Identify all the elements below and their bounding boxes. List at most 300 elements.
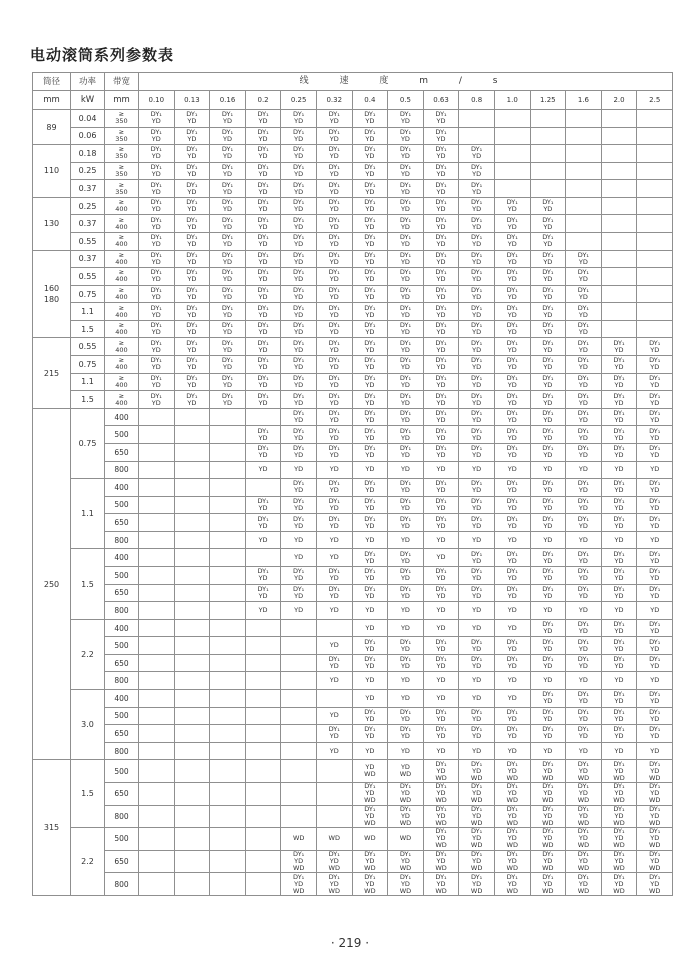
type-cell: DY₁ YD [245, 145, 281, 163]
type-cell: DY₁ YD WD [459, 828, 495, 851]
type-cell: DY₁ YD [459, 373, 495, 391]
width-cell: 400 [105, 408, 139, 426]
diameter-cell: 110 [33, 145, 71, 198]
type-cell: DY₁ YD [388, 356, 424, 374]
empty-cell [174, 725, 210, 743]
type-cell: DY₁ YD [423, 356, 459, 374]
empty-cell [601, 320, 637, 338]
empty-cell [601, 127, 637, 145]
empty-cell [566, 127, 602, 145]
type-cell: YD [423, 531, 459, 549]
power-cell: 1.1 [71, 303, 105, 321]
table-row [33, 496, 673, 514]
page-number: · 219 · [330, 936, 370, 950]
type-cell: DY₁ YD [494, 215, 530, 233]
type-cell: DY₁ YD WD [459, 850, 495, 873]
empty-cell [245, 672, 281, 690]
type-cell: DY₁ YD WD [423, 850, 459, 873]
type-cell: DY₁ YD [281, 127, 317, 145]
type-cell: DY₁ YD [530, 654, 566, 672]
table-row [33, 584, 673, 602]
type-cell: DY₁ YD [494, 443, 530, 461]
type-cell: DY₁ YD [316, 250, 352, 268]
power-cell: 1.5 [71, 391, 105, 409]
type-cell: DY₁ YD [281, 250, 317, 268]
type-cell: DY₁ YD [637, 479, 673, 497]
type-cell: DY₁ YD WD [459, 782, 495, 805]
type-cell: DY₁ YD [530, 250, 566, 268]
empty-cell [566, 215, 602, 233]
type-cell: DY₁ YD [566, 549, 602, 567]
type-cell: DY₁ YD WD [601, 828, 637, 851]
type-cell: DY₁ YD [210, 109, 246, 127]
header-power-unit: kW [71, 91, 105, 109]
type-cell: YD [601, 531, 637, 549]
type-cell: DY₁ YD [601, 408, 637, 426]
type-cell: DY₁ YD [174, 233, 210, 251]
type-cell: DY₁ YD [494, 391, 530, 409]
type-cell: DY₁ YD [316, 215, 352, 233]
type-cell: DY₁ YD WD [494, 760, 530, 783]
type-cell: DY₁ YD [637, 567, 673, 585]
type-cell: DY₁ YD [423, 514, 459, 532]
type-cell: DY₁ YD [459, 549, 495, 567]
table-row [33, 567, 673, 585]
type-cell: DY₁ YD [530, 479, 566, 497]
type-cell: DY₁ YD [423, 654, 459, 672]
empty-cell [139, 782, 175, 805]
type-cell: YD [245, 531, 281, 549]
type-cell: DY₁ YD WD [352, 805, 388, 828]
width-cell: 500 [105, 760, 139, 783]
width-cell: ≥ 400 [105, 338, 139, 356]
parameter-table [32, 72, 673, 896]
type-cell: DY₁ YD WD [601, 805, 637, 828]
empty-cell [210, 496, 246, 514]
empty-cell [174, 637, 210, 655]
type-cell: DY₁ YD [139, 268, 175, 286]
type-cell: DY₁ YD [352, 496, 388, 514]
empty-cell [139, 461, 175, 479]
type-cell: DY₁ YD [352, 127, 388, 145]
empty-cell [174, 584, 210, 602]
type-cell: DY₁ YD [459, 197, 495, 215]
type-cell: YD [352, 690, 388, 708]
empty-cell [637, 180, 673, 198]
type-cell: DY₁ YD [423, 479, 459, 497]
type-cell: DY₁ YD WD [530, 828, 566, 851]
table-row [33, 268, 673, 286]
table-row [33, 197, 673, 215]
type-cell: DY₁ YD [423, 725, 459, 743]
type-cell: DY₁ YD [245, 127, 281, 145]
type-cell: DY₁ YD [281, 391, 317, 409]
type-cell: DY₁ YD [601, 514, 637, 532]
type-cell: DY₁ YD WD [530, 782, 566, 805]
type-cell: DY₁ YD [459, 268, 495, 286]
type-cell: DY₁ YD [388, 707, 424, 725]
type-cell: DY₁ YD [601, 443, 637, 461]
power-cell: 0.37 [71, 250, 105, 268]
type-cell: DY₁ YD WD [423, 760, 459, 783]
type-cell: DY₁ YD [174, 285, 210, 303]
empty-cell [316, 805, 352, 828]
width-cell: 800 [105, 531, 139, 549]
type-cell: DY₁ YD [245, 109, 281, 127]
empty-cell [530, 127, 566, 145]
type-cell: DY₁ YD [459, 567, 495, 585]
empty-cell [174, 602, 210, 620]
type-cell: DY₁ YD [210, 250, 246, 268]
type-cell: DY₁ YD [601, 725, 637, 743]
empty-cell [174, 426, 210, 444]
empty-cell [566, 233, 602, 251]
empty-cell [601, 268, 637, 286]
type-cell: DY₁ YD WD [316, 850, 352, 873]
width-cell: 400 [105, 549, 139, 567]
empty-cell [139, 567, 175, 585]
type-cell: DY₁ YD WD [530, 850, 566, 873]
type-cell: DY₁ YD [388, 549, 424, 567]
type-cell: YD [423, 742, 459, 760]
type-cell: YD [316, 461, 352, 479]
type-cell: DY₁ YD [494, 426, 530, 444]
type-cell: DY₁ YD [388, 479, 424, 497]
table-row [33, 602, 673, 620]
type-cell: DY₁ YD [352, 320, 388, 338]
empty-cell [210, 725, 246, 743]
empty-cell [174, 531, 210, 549]
type-cell: DY₁ YD [601, 619, 637, 637]
type-cell: YD [423, 549, 459, 567]
empty-cell [281, 805, 317, 828]
type-cell: DY₁ YD [352, 426, 388, 444]
diameter-cell: 215 [33, 338, 71, 408]
empty-cell [530, 145, 566, 163]
empty-cell [210, 549, 246, 567]
type-cell: DY₁ YD [494, 496, 530, 514]
type-cell: DY₁ YD [601, 479, 637, 497]
type-cell: DY₁ YD [637, 391, 673, 409]
type-cell: YD [316, 637, 352, 655]
type-cell: DY₁ YD [601, 496, 637, 514]
table-row [33, 690, 673, 708]
type-cell: DY₁ YD [459, 479, 495, 497]
empty-cell [174, 549, 210, 567]
type-cell: DY₁ YD [210, 215, 246, 233]
empty-cell [210, 805, 246, 828]
type-cell: DY₁ YD [601, 584, 637, 602]
type-cell: YD [423, 690, 459, 708]
table-row [33, 391, 673, 409]
type-cell: YD [388, 531, 424, 549]
type-cell: DY₁ YD [352, 584, 388, 602]
page-title: 电动滚筒系列参数表 [30, 46, 175, 64]
empty-cell [210, 637, 246, 655]
type-cell: DY₁ YD [352, 707, 388, 725]
type-cell: DY₁ YD [530, 303, 566, 321]
type-cell: YD [352, 602, 388, 620]
header-speed-value: 0.16 [210, 91, 246, 109]
type-cell: DY₁ YD [423, 250, 459, 268]
type-cell: DY₁ YD [423, 443, 459, 461]
type-cell: DY₁ YD WD [601, 873, 637, 896]
power-cell: 3.0 [71, 690, 105, 760]
type-cell: DY₁ YD [459, 584, 495, 602]
width-cell: ≥ 400 [105, 303, 139, 321]
width-cell: ≥ 350 [105, 109, 139, 127]
type-cell: DY₁ YD [494, 320, 530, 338]
type-cell: DY₁ YD [566, 391, 602, 409]
type-cell: DY₁ YD [423, 303, 459, 321]
type-cell: DY₁ YD [388, 514, 424, 532]
type-cell: DY₁ YD [566, 496, 602, 514]
type-cell: DY₁ YD [530, 285, 566, 303]
type-cell: DY₁ YD [494, 514, 530, 532]
type-cell: DY₁ YD [281, 479, 317, 497]
power-cell: 0.25 [71, 162, 105, 180]
type-cell: YD [494, 742, 530, 760]
type-cell: DY₁ YD [352, 391, 388, 409]
type-cell: WD [281, 828, 317, 851]
type-cell: DY₁ YD [245, 373, 281, 391]
type-cell: DY₁ YD [316, 127, 352, 145]
type-cell: DY₁ YD [601, 338, 637, 356]
type-cell: DY₁ YD [566, 303, 602, 321]
type-cell: DY₁ YD [423, 338, 459, 356]
type-cell: DY₁ YD [423, 707, 459, 725]
type-cell: DY₁ YD [210, 162, 246, 180]
empty-cell [174, 873, 210, 896]
width-cell: 400 [105, 690, 139, 708]
type-cell: DY₁ YD [352, 443, 388, 461]
width-cell: 650 [105, 514, 139, 532]
width-cell: 650 [105, 782, 139, 805]
power-cell: 0.75 [71, 356, 105, 374]
type-cell: DY₁ YD [566, 479, 602, 497]
type-cell: DY₁ YD [423, 426, 459, 444]
type-cell: DY₁ YD [388, 145, 424, 163]
type-cell: DY₁ YD [494, 250, 530, 268]
header-speed-value: 0.13 [174, 91, 210, 109]
type-cell: YD [459, 672, 495, 690]
table-row [33, 250, 673, 268]
type-cell: DY₁ YD [388, 373, 424, 391]
table-row [33, 637, 673, 655]
type-cell: DY₁ YD [423, 268, 459, 286]
type-cell: DY₁ YD [388, 180, 424, 198]
type-cell: DY₁ YD [210, 338, 246, 356]
type-cell: DY₁ YD WD [494, 828, 530, 851]
empty-cell [174, 782, 210, 805]
type-cell: YD [601, 672, 637, 690]
type-cell: DY₁ YD [174, 356, 210, 374]
empty-cell [281, 672, 317, 690]
type-cell: DY₁ YD [352, 250, 388, 268]
empty-cell [601, 145, 637, 163]
type-cell: YD [459, 461, 495, 479]
empty-cell [601, 162, 637, 180]
type-cell: DY₁ YD [423, 320, 459, 338]
type-cell: DY₁ YD [459, 391, 495, 409]
empty-cell [210, 782, 246, 805]
type-cell: DY₁ YD [459, 285, 495, 303]
width-cell: ≥ 400 [105, 250, 139, 268]
type-cell: DY₁ YD [316, 197, 352, 215]
type-cell: YD [601, 461, 637, 479]
empty-cell [637, 233, 673, 251]
table-row [33, 233, 673, 251]
empty-cell [601, 109, 637, 127]
table-row [33, 443, 673, 461]
power-cell: 0.37 [71, 180, 105, 198]
empty-cell [281, 654, 317, 672]
type-cell: YD [352, 461, 388, 479]
empty-cell [281, 637, 317, 655]
width-cell: 800 [105, 742, 139, 760]
type-cell: YD [530, 672, 566, 690]
type-cell: DY₁ YD [459, 320, 495, 338]
empty-cell [245, 654, 281, 672]
type-cell: DY₁ YD WD [566, 760, 602, 783]
type-cell: YD [352, 672, 388, 690]
type-cell: DY₁ YD [210, 373, 246, 391]
power-cell: 0.55 [71, 268, 105, 286]
type-cell: DY₁ YD [174, 303, 210, 321]
empty-cell [637, 215, 673, 233]
table-row [33, 215, 673, 233]
empty-cell [174, 514, 210, 532]
type-cell: DY₁ YD [352, 180, 388, 198]
type-cell: DY₁ YD [210, 268, 246, 286]
width-cell: 500 [105, 496, 139, 514]
table-row [33, 850, 673, 873]
type-cell: DY₁ YD [637, 707, 673, 725]
type-cell: DY₁ YD [316, 109, 352, 127]
empty-cell [245, 619, 281, 637]
width-cell: 500 [105, 567, 139, 585]
type-cell: DY₁ YD [494, 268, 530, 286]
empty-cell [601, 303, 637, 321]
type-cell: DY₁ YD [139, 391, 175, 409]
type-cell: DY₁ YD [388, 197, 424, 215]
type-cell: DY₁ YD [281, 338, 317, 356]
type-cell: YD [281, 461, 317, 479]
type-cell: DY₁ YD [316, 338, 352, 356]
type-cell: DY₁ YD WD [601, 782, 637, 805]
type-cell: YD [566, 531, 602, 549]
type-cell: YD [601, 742, 637, 760]
width-cell: 400 [105, 619, 139, 637]
empty-cell [210, 828, 246, 851]
type-cell: DY₁ YD WD [530, 805, 566, 828]
type-cell: DY₁ YD [637, 408, 673, 426]
header-speed-value: 0.63 [423, 91, 459, 109]
empty-cell [210, 619, 246, 637]
empty-cell [245, 549, 281, 567]
table-row [33, 180, 673, 198]
type-cell: DY₁ YD [459, 233, 495, 251]
type-cell: DY₁ YD [530, 619, 566, 637]
empty-cell [245, 760, 281, 783]
empty-cell [316, 690, 352, 708]
empty-cell [637, 197, 673, 215]
type-cell: DY₁ YD [245, 426, 281, 444]
type-cell: DY₁ YD [637, 373, 673, 391]
type-cell: DY₁ YD [637, 549, 673, 567]
power-cell: 1.5 [71, 320, 105, 338]
type-cell: YD [316, 707, 352, 725]
type-cell: DY₁ YD [281, 162, 317, 180]
type-cell: DY₁ YD WD [281, 873, 317, 896]
empty-cell [210, 461, 246, 479]
empty-cell [210, 654, 246, 672]
type-cell: DY₁ YD [174, 338, 210, 356]
type-cell: DY₁ YD [281, 514, 317, 532]
type-cell: DY₁ YD [139, 373, 175, 391]
type-cell: DY₁ YD [316, 479, 352, 497]
empty-cell [494, 180, 530, 198]
type-cell: DY₁ YD [352, 479, 388, 497]
type-cell: DY₁ YD WD [423, 873, 459, 896]
empty-cell [245, 637, 281, 655]
type-cell: DY₁ YD [637, 637, 673, 655]
power-cell: 0.04 [71, 109, 105, 127]
type-cell: YD WD [352, 760, 388, 783]
header-speed-value: 0.10 [139, 91, 175, 109]
empty-cell [139, 637, 175, 655]
type-cell: DY₁ YD WD [530, 760, 566, 783]
type-cell: DY₁ YD [245, 303, 281, 321]
type-cell: DY₁ YD [566, 338, 602, 356]
type-cell: DY₁ YD WD [566, 782, 602, 805]
type-cell: DY₁ YD [494, 725, 530, 743]
width-cell: 500 [105, 707, 139, 725]
type-cell: DY₁ YD [388, 285, 424, 303]
power-cell: 0.06 [71, 127, 105, 145]
type-cell: DY₁ YD [566, 514, 602, 532]
empty-cell [245, 707, 281, 725]
type-cell: DY₁ YD [245, 567, 281, 585]
empty-cell [139, 479, 175, 497]
type-cell: DY₁ YD WD [566, 850, 602, 873]
type-cell: DY₁ YD [566, 619, 602, 637]
type-cell: DY₁ YD [530, 197, 566, 215]
type-cell: DY₁ YD WD [637, 850, 673, 873]
empty-cell [601, 215, 637, 233]
table-row [33, 408, 673, 426]
type-cell: DY₁ YD WD [388, 782, 424, 805]
type-cell: DY₁ YD [494, 303, 530, 321]
type-cell: DY₁ YD [281, 496, 317, 514]
table-row [33, 338, 673, 356]
type-cell: DY₁ YD WD [494, 782, 530, 805]
width-cell: 650 [105, 725, 139, 743]
empty-cell [281, 742, 317, 760]
type-cell: DY₁ YD [245, 180, 281, 198]
header-speed-value: 1.25 [530, 91, 566, 109]
type-cell: DY₁ YD [566, 250, 602, 268]
empty-cell [637, 285, 673, 303]
type-cell: DY₁ YD [245, 233, 281, 251]
type-cell: DY₁ YD [139, 145, 175, 163]
type-cell: DY₁ YD [601, 567, 637, 585]
type-cell: DY₁ YD [494, 567, 530, 585]
table-row [33, 479, 673, 497]
width-cell: ≥ 400 [105, 215, 139, 233]
type-cell: YD [388, 461, 424, 479]
type-cell: DY₁ YD [388, 215, 424, 233]
